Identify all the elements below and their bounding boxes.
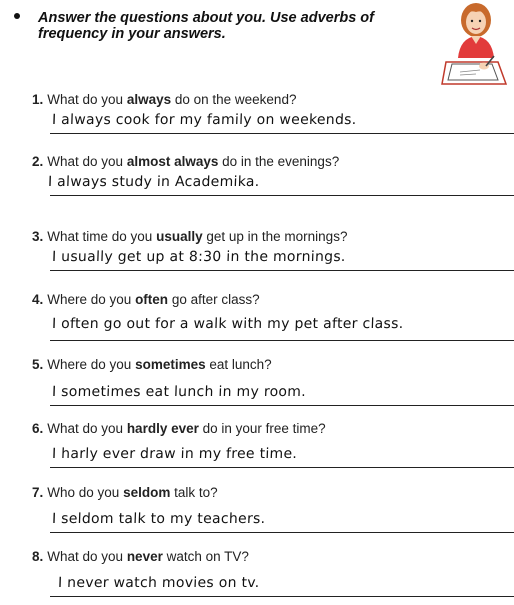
answer-text: I sometimes eat lunch in my room.: [51, 384, 307, 400]
question-pre: What time do you: [47, 229, 157, 244]
question-text: [32, 485, 502, 501]
answer-line: [50, 405, 514, 406]
question-adverb: usually: [156, 229, 203, 244]
question-pre: What do you: [47, 154, 127, 169]
question-text: [32, 92, 502, 108]
question-adverb: always: [126, 92, 172, 107]
question-number: 4.: [32, 292, 44, 307]
question-text: [32, 549, 502, 565]
question-post: talk to?: [170, 485, 218, 500]
answer-text: I often go out for a walk with my pet after class.: [51, 316, 404, 332]
question-item-8: [32, 549, 502, 591]
question-text: [32, 229, 502, 245]
answer-line: [50, 195, 514, 196]
answer-line: [50, 596, 514, 597]
question-post: go after class?: [168, 292, 260, 307]
question-adverb: never: [126, 549, 163, 564]
question-adverb: hardly ever: [126, 421, 199, 436]
answer-text: I never watch movies on tv.: [57, 575, 260, 591]
answer-text: I always study in Academika.: [47, 174, 260, 190]
question-pre: Where do you: [47, 292, 136, 307]
answer-line: [50, 340, 514, 341]
question-adverb: often: [135, 292, 169, 307]
answer-line: [50, 270, 514, 271]
question-item-2: [32, 154, 502, 190]
question-item-3: [32, 229, 502, 265]
question-pre: What do you: [47, 92, 127, 107]
question-item-4: [32, 292, 502, 332]
question-post: do in your free time?: [198, 421, 326, 436]
question-number: 7.: [32, 485, 44, 500]
question-adverb: almost always: [126, 154, 219, 169]
bullet-point: [14, 13, 20, 19]
instructions-text: Answer the questions about you. Use adverbs of frequency in your answers.: [38, 10, 374, 42]
question-pre: Who do you: [47, 485, 124, 500]
question-item-7: [32, 485, 502, 527]
question-post: do on the weekend?: [171, 92, 297, 107]
question-text: [32, 357, 502, 373]
answer-line: [50, 467, 514, 468]
teacher-writing-icon: [440, 0, 508, 88]
question-text: [32, 421, 502, 437]
answer-line: [50, 133, 514, 134]
answer-text: I usually get up at 8:30 in the mornings.: [51, 249, 346, 265]
question-adverb: sometimes: [135, 357, 206, 372]
question-number: 8.: [32, 549, 44, 564]
question-post: eat lunch?: [205, 357, 272, 372]
question-item-5: [32, 357, 502, 400]
question-number: 5.: [32, 357, 44, 372]
answer-text: I harly ever draw in my free time.: [51, 446, 298, 462]
question-item-1: [32, 92, 502, 128]
question-number: 6.: [32, 421, 44, 436]
question-text: [32, 292, 502, 308]
question-text: [32, 154, 502, 170]
question-adverb: seldom: [123, 485, 171, 500]
question-pre: What do you: [47, 421, 127, 436]
question-pre: Where do you: [47, 357, 136, 372]
answer-text: I always cook for my family on weekends.: [51, 112, 357, 128]
question-post: do in the evenings?: [218, 154, 340, 169]
answer-line: [50, 532, 514, 533]
question-item-6: [32, 421, 502, 462]
question-post: get up in the mornings?: [202, 229, 348, 244]
question-number: 3.: [32, 229, 44, 244]
question-number: 2.: [32, 154, 44, 169]
question-post: watch on TV?: [162, 549, 249, 564]
answer-text: I seldom talk to my teachers.: [51, 511, 266, 527]
question-pre: What do you: [47, 549, 127, 564]
question-number: 1.: [32, 92, 44, 107]
